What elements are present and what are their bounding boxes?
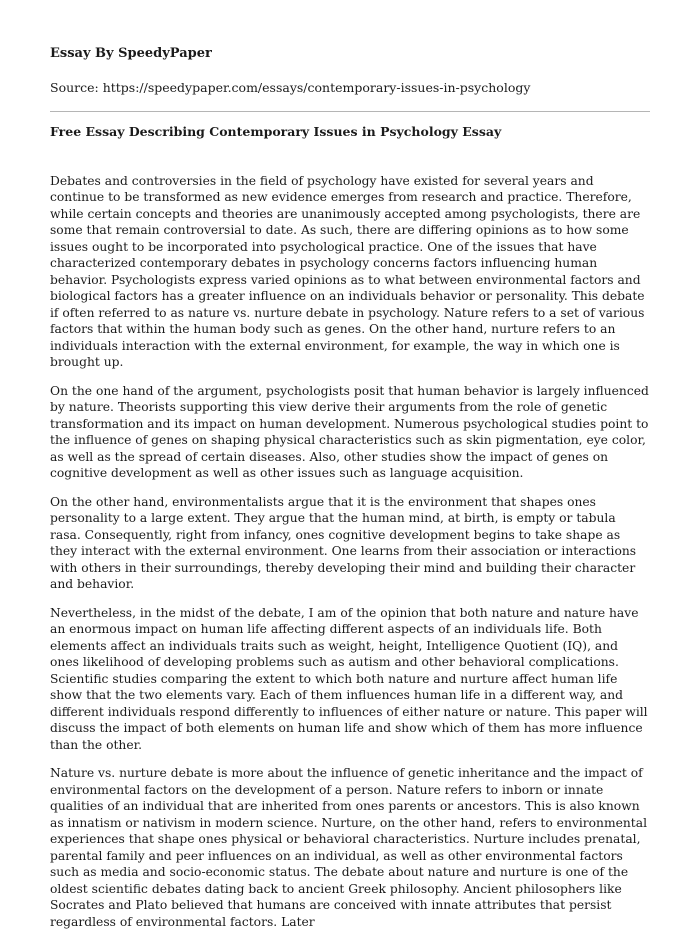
essay-paragraph: Nevertheless, in the midst of the debate, I am of the opinion that both nature and nature have an enormous impact on human life affecting different aspects of an individuals life. Both elements affect an individuals traits such as weight, height, Intelligence Quotient (IQ), and ones likelihood of developing problems such as autism and other behavioral complications. Scientific studies comparing the extent to which both nature and nurture affect human life show that the two elements vary. Each of them influences human life in a different way, and different individuals respond differently to influences of either nature or nature. This paper will discuss the impact of both elements on human life and show which of them has more influence than the other. — [50, 605, 648, 752]
essay-paragraph: On the one hand of the argument, psychologists posit that human behavior is largely influenced by nature. Theorists supporting this view derive their arguments from the role of genetic transformation and its impact on human development. Numerous psychological studies point to the influence of genes on shaping physical characteristics such as skin pigmentation, eye color, as well as the spread of certain diseases. Also, other studies show the impact of genes on cognitive development as well as other issues such as language acquisition. — [50, 383, 649, 481]
essay-paragraph: Debates and controversies in the field of psychology have existed for several years and continue to be transformed as new evidence emerges from research and practice. Therefore, while certain concepts and theories are unanimously accepted among psychologists, there are some that remain controversial to date. As such, there are differing opinions as to how some issues ought to be incorporated into psychological practice. One of the issues that have characterized contemporary debates in psychology concerns factors influencing human behavior. Psychologists express varied opinions as to what between environmental factors and biological factors has a greater influence on an individuals behavior or personality. This debate if often referred to as nature vs. nurture debate in psychology. Nature refers to a set of various factors that within the human body such as genes. On the other hand, nurture refers to an individuals interaction with the external environment, for example, the way in which one is brought up. — [50, 173, 645, 370]
essay-title: Free Essay Describing Contemporary Issues in Psychology Essay — [50, 123, 502, 139]
header-divider — [50, 111, 650, 112]
essay-paragraph: On the other hand, environmentalists argue that it is the environment that shapes ones personality to a large extent. They argue that the human mind, at birth, is empty or tabula rasa. Consequently, right from infancy, ones cognitive development begins to take shape as they interact with the external environment. One learns from their association or interactions with others in their surroundings, thereby developing their mind and building their character and behavior. — [50, 494, 637, 592]
essay-body — [50, 173, 650, 930]
document-source: Source: https://speedypaper.com/essays/contemporary-issues-in-psychology — [50, 79, 531, 95]
document-brand: Essay By SpeedyPaper — [50, 46, 212, 61]
essay-paragraph: Nature vs. nurture debate is more about the influence of genetic inheritance and the impact of environmental factors on the development of a person. Nature refers to inborn or innate qualities of an individual that are inherited from ones parents or ancestors. This is also known as innatism or nativism in modern science. Nurture, on the other hand, refers to environmental experiences that shape ones physical or behavioral characteristics. Nurture includes prenatal, parental family and peer influences on an individual, as well as other environmental factors such as media and socio-economic status. The debate about nature and nurture is one of the oldest scientific debates dating back to ancient Greek philosophy. Ancient philosophers like Socrates and Plato believed that humans are conceived with innate attributes that persist regardless of environmental factors. Later — [50, 766, 648, 929]
